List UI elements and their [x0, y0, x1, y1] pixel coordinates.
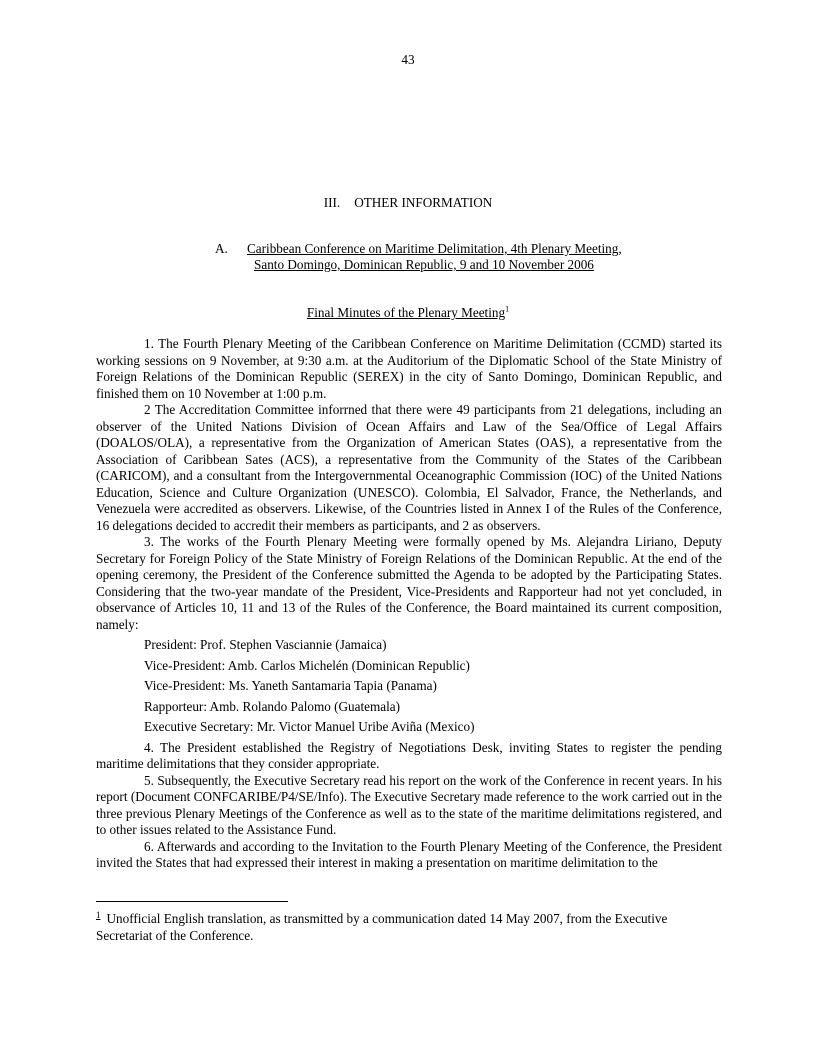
- paragraph-6: 6. Afterwards and according to the Invitation to the Fourth Plenary Meeting of the Conference, the President invited the States that had expressed their interest in making a presentation on maritime delimitation to the: [96, 838, 722, 870]
- board-officers-list: [96, 637, 722, 736]
- paragraph-4: 4. The President established the Registry of Negotiations Desk, inviting States to register the pending maritime delimitations that they consider appropriate.: [96, 739, 722, 771]
- paragraph-1: 1. The Fourth Plenary Meeting of the Caribbean Conference on Maritime Delimitation (CCMD) started its working sessions on 9 November, at 9:30 a.m. at the Auditorium of the Diplomatic School of the State Ministry of Foreign Relations of the Dominican Republic (SEREX) in the city of Santo Domingo, Dominican Republic, and finished them on 10 November at 1:00 p.m.: [96, 336, 722, 401]
- footnote-reference: 1: [505, 304, 510, 314]
- subsection-title-line-2: Santo Domingo, Dominican Republic, 9 and 10 November 2006: [254, 257, 594, 272]
- paragraph-3: 3. The works of the Fourth Plenary Meeting were formally opened by Ms. Alejandra Liriano, Deputy Secretary for Foreign Policy of the State Ministry of Foreign Relations of the Dominican Republic. At the end of the opening ceremony, the President of the Conference submitted the Agenda to be adopted by the Participating States. Considering that the two-year mandate of the President, Vice-Presidents and Rapporteur had not yet concluded, in observance of Articles 10, 11 and 13 of the Rules of the Conference, the Board maintained its current composition, namely:: [96, 534, 722, 632]
- section-heading: [0, 195, 816, 212]
- subsection-letter: A.: [215, 241, 228, 256]
- paragraph-5: 5. Subsequently, the Executive Secretary read his report on the work of the Conference in recent years. In his report (Document CONFCARIBE/P4/SE/Info). The Executive Secretary made reference to the work carried out in the three previous Plenary Meetings of the Conference as well as to the state of the maritime delimitations registered, and to other issues related to the Assistance Fund.: [96, 772, 722, 837]
- minutes-title: [0, 305, 816, 322]
- document-body: [96, 336, 722, 872]
- footnote: [96, 911, 722, 944]
- officer-vice-president-2: Vice-President: Ms. Yaneth Santamaria Tapia (Panama): [144, 678, 437, 693]
- footnote-divider: [96, 901, 288, 902]
- footnote-mark: 1: [96, 909, 101, 920]
- officer-executive-secretary: Executive Secretary: Mr. Victor Manuel Uribe Aviña (Mexico): [144, 719, 475, 734]
- section-numeral: III.: [323, 195, 341, 210]
- officer-vice-president-1: Vice-President: Amb. Carlos Michelén (Dominican Republic): [144, 657, 470, 673]
- paragraph-2: 2 The Accreditation Committee inforrned that there were 49 participants from 21 delegations, including an observer of the United Nations Division of Ocean Affairs and Law of the Sea/Office of Legal Affairs (DOALOS/OLA), a representative from the Organization of American States (OAS), a representative from the Association of Caribbean Sates (ACS), a representative from the Community of the States of the Caribbean (CARICOM), and a consultant from the Intergovernmental Oceanographic Commission (IOC) of the United Nations Education, Science and Culture Organization (UNESCO). Colombia, El Salvador, France, the Netherlands, and Venezuela were accredited as observers. Likewise, of the Countries listed in Annex I of the Rules of the Conference, 16 delegations decided to accredit their members as participants, and 2 as observers.: [96, 402, 722, 533]
- minutes-title-text: Final Minutes of the Plenary Meeting: [306, 305, 506, 320]
- officer-rapporteur: Rapporteur: Amb. Rolando Palomo (Guatemala): [144, 698, 401, 714]
- page-number: 43: [401, 52, 415, 67]
- officer-president: President: Prof. Stephen Vasciannie (Jamaica): [144, 637, 387, 652]
- subsection-title-line-1: Caribbean Conference on Maritime Delimitation, 4th Plenary Meeting,: [247, 241, 622, 256]
- footnote-text: Unofficial English translation, as transmitted by a communication dated 14 May 2007, from the Executive Secretariat of the Conference.: [96, 911, 668, 943]
- section-title: OTHER INFORMATION: [354, 195, 493, 210]
